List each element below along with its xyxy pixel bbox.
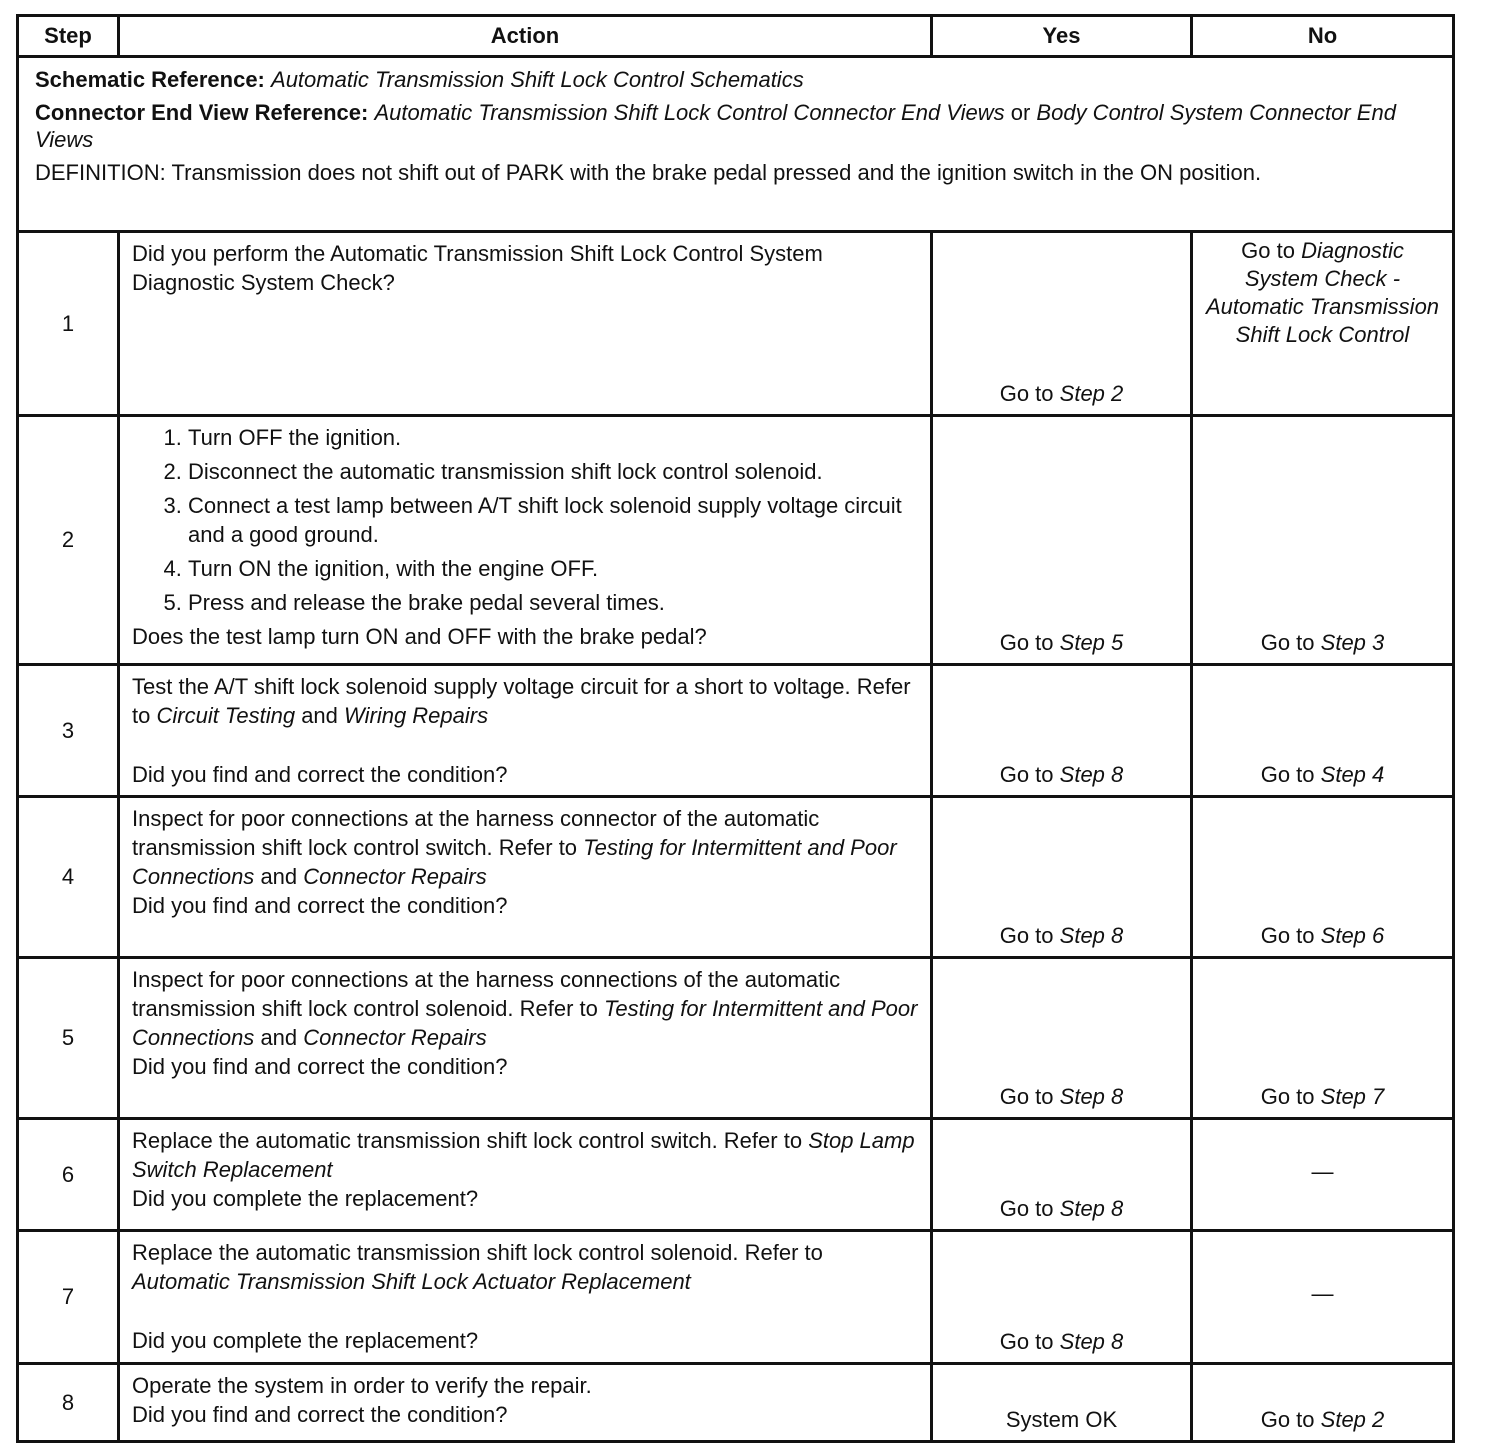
action-cell xyxy=(119,1364,932,1442)
yes-link[interactable]: Step 8 xyxy=(1059,1196,1124,1221)
header-no: No xyxy=(1192,16,1454,57)
dash-text: — xyxy=(1311,1158,1334,1184)
no-prefix: Go to xyxy=(1241,238,1295,263)
schematic-link[interactable]: Automatic Transmission Shift Lock Control Schematics xyxy=(271,67,804,92)
action-body: Inspect for poor connections at the harness connections of the automatic transmission shift lock control solenoid. Refer to xyxy=(132,967,841,1021)
no-prefix: Go to xyxy=(1260,923,1315,948)
ref-link-2[interactable]: Connector Repairs xyxy=(303,1025,487,1050)
question-text: Did you find and correct the condition? xyxy=(132,762,508,787)
question-text: Did you complete the replacement? xyxy=(132,1328,479,1353)
yes-cell xyxy=(932,1231,1192,1364)
schematic-label: Schematic Reference: xyxy=(35,67,265,92)
yes-cell xyxy=(932,958,1192,1119)
table-row xyxy=(18,1119,1454,1231)
yes-prefix: Go to xyxy=(999,1084,1054,1109)
action-body: Replace the automatic transmission shift lock control switch. Refer to xyxy=(132,1128,803,1153)
action-cell xyxy=(119,665,932,797)
no-cell xyxy=(1192,665,1454,797)
substep-item: 5. Press and release the brake pedal several times. xyxy=(188,588,918,617)
substep-item: 1. Turn OFF the ignition. xyxy=(188,423,918,452)
action-cell xyxy=(119,1119,932,1231)
yes-link[interactable]: Step 8 xyxy=(1059,762,1124,787)
no-link[interactable]: Diagnostic System Check - Automatic Transmission Shift Lock Control xyxy=(1205,238,1440,347)
yes-cell xyxy=(932,1119,1192,1231)
table-row xyxy=(18,232,1454,416)
ref-link-1[interactable]: Stop Lamp Switch Replacement xyxy=(132,1128,915,1182)
ref-link-1[interactable]: Testing for Intermittent and Poor Connections xyxy=(132,996,918,1050)
yes-prefix: Go to xyxy=(999,923,1054,948)
system-ok-text: System OK xyxy=(1005,1407,1118,1432)
diagnostic-table xyxy=(16,14,1455,1443)
step-number: 5 xyxy=(18,958,119,1119)
action-cell xyxy=(119,1231,932,1364)
yes-cell xyxy=(932,416,1192,665)
no-cell xyxy=(1192,416,1454,665)
no-cell xyxy=(1192,797,1454,958)
no-cell xyxy=(1192,958,1454,1119)
yes-prefix: Go to xyxy=(999,1196,1054,1221)
no-cell xyxy=(1192,1364,1454,1442)
table-row xyxy=(18,797,1454,958)
no-prefix: Go to xyxy=(1260,1407,1315,1432)
dash-text: — xyxy=(1311,1281,1334,1306)
no-cell xyxy=(1192,232,1454,416)
no-link[interactable]: Step 2 xyxy=(1320,1407,1385,1432)
step-number: 8 xyxy=(18,1364,119,1442)
action-text xyxy=(132,672,918,730)
and-text: and xyxy=(301,703,338,728)
yes-cell xyxy=(932,232,1192,416)
action-body: Test the A/T shift lock solenoid supply voltage circuit for a short to voltage. Refer to xyxy=(132,674,911,728)
yes-link[interactable]: Step 8 xyxy=(1059,923,1124,948)
table-row xyxy=(18,1231,1454,1364)
no-link[interactable]: Step 6 xyxy=(1320,923,1385,948)
header-action: Action xyxy=(119,16,932,57)
table-row xyxy=(18,958,1454,1119)
ref-link-2[interactable]: Wiring Repairs xyxy=(344,703,489,728)
connector-link-2[interactable]: Body Control System Connector End Views xyxy=(35,100,1396,152)
ref-link-1[interactable]: Testing for Intermittent and Poor Connections xyxy=(132,835,897,889)
no-cell xyxy=(1192,1119,1454,1231)
ref-link-2[interactable]: Connector Repairs xyxy=(303,864,487,889)
connector-label: Connector End View Reference: xyxy=(35,100,369,125)
connector-or: or xyxy=(1010,100,1031,125)
no-prefix: Go to xyxy=(1260,1084,1315,1109)
step-number: 2 xyxy=(18,416,119,665)
substep-list xyxy=(132,423,918,617)
ref-link-1[interactable]: Automatic Transmission Shift Lock Actuator Replacement xyxy=(132,1269,691,1294)
step-number: 3 xyxy=(18,665,119,797)
step-number: 4 xyxy=(18,797,119,958)
reference-row xyxy=(18,57,1454,232)
no-prefix: Go to xyxy=(1260,762,1315,787)
yes-cell xyxy=(932,1364,1192,1442)
action-text xyxy=(132,1126,918,1184)
action-text xyxy=(132,804,918,891)
header-yes: Yes xyxy=(932,16,1192,57)
no-cell xyxy=(1192,1231,1454,1364)
reference-cell xyxy=(18,57,1454,232)
no-link[interactable]: Step 3 xyxy=(1320,630,1385,655)
definition: DEFINITION: Transmission does not shift out of PARK with the brake pedal pressed and the ignition switch in the ON position. xyxy=(35,160,1262,185)
no-prefix: Go to xyxy=(1260,630,1315,655)
yes-cell xyxy=(932,665,1192,797)
action-cell xyxy=(119,958,932,1119)
action-text xyxy=(132,1238,918,1296)
no-link[interactable]: Step 4 xyxy=(1320,762,1385,787)
no-link[interactable]: Step 7 xyxy=(1320,1084,1385,1109)
question-text: Did you find and correct the condition? xyxy=(132,893,508,918)
substep-item: 3. Connect a test lamp between A/T shift lock solenoid supply voltage circuit and a good ground. xyxy=(188,491,918,549)
header-step: Step xyxy=(18,16,119,57)
action-text xyxy=(132,965,918,1052)
action-text: Operate the system in order to verify the repair. xyxy=(132,1373,592,1398)
yes-cell xyxy=(932,797,1192,958)
and-text: and xyxy=(260,864,298,889)
step-number: 7 xyxy=(18,1231,119,1364)
step-number: 1 xyxy=(18,232,119,416)
action-cell xyxy=(119,797,932,958)
ref-link-1[interactable]: Circuit Testing xyxy=(156,703,296,728)
action-cell xyxy=(119,232,932,416)
substep-item: 4. Turn ON the ignition, with the engine OFF. xyxy=(188,554,918,583)
schematic-reference xyxy=(35,66,1436,93)
connector-reference xyxy=(35,99,1436,153)
connector-link-1[interactable]: Automatic Transmission Shift Lock Control Connector End Views xyxy=(374,100,1005,125)
action-body: Inspect for poor connections at the harness connector of the automatic transmission shift lock control switch. Refer to xyxy=(132,806,820,860)
question-text: Did you find and correct the condition? xyxy=(132,1054,508,1079)
yes-prefix: Go to xyxy=(999,762,1054,787)
yes-prefix: Go to xyxy=(999,630,1054,655)
question-text: Does the test lamp turn ON and OFF with the brake pedal? xyxy=(132,624,707,649)
yes-prefix: Go to xyxy=(999,1329,1054,1354)
action-text: Did you perform the Automatic Transmission Shift Lock Control System Diagnostic System Check? xyxy=(132,241,823,295)
yes-link[interactable]: Step 8 xyxy=(1059,1084,1124,1109)
yes-prefix: Go to xyxy=(999,381,1054,406)
table-row xyxy=(18,665,1454,797)
header-row xyxy=(18,16,1454,57)
table-row xyxy=(18,416,1454,665)
yes-link[interactable]: Step 5 xyxy=(1059,630,1124,655)
substep-item: 2. Disconnect the automatic transmission shift lock control solenoid. xyxy=(188,457,918,486)
yes-link[interactable]: Step 8 xyxy=(1059,1329,1124,1354)
table-row xyxy=(18,1364,1454,1442)
yes-link[interactable]: Step 2 xyxy=(1059,381,1124,406)
action-body: Replace the automatic transmission shift lock control solenoid. Refer to xyxy=(132,1240,823,1265)
and-text: and xyxy=(260,1025,298,1050)
action-cell xyxy=(119,416,932,665)
step-number: 6 xyxy=(18,1119,119,1231)
question-text: Did you complete the replacement? xyxy=(132,1186,479,1211)
question-text: Did you find and correct the condition? xyxy=(132,1402,508,1427)
